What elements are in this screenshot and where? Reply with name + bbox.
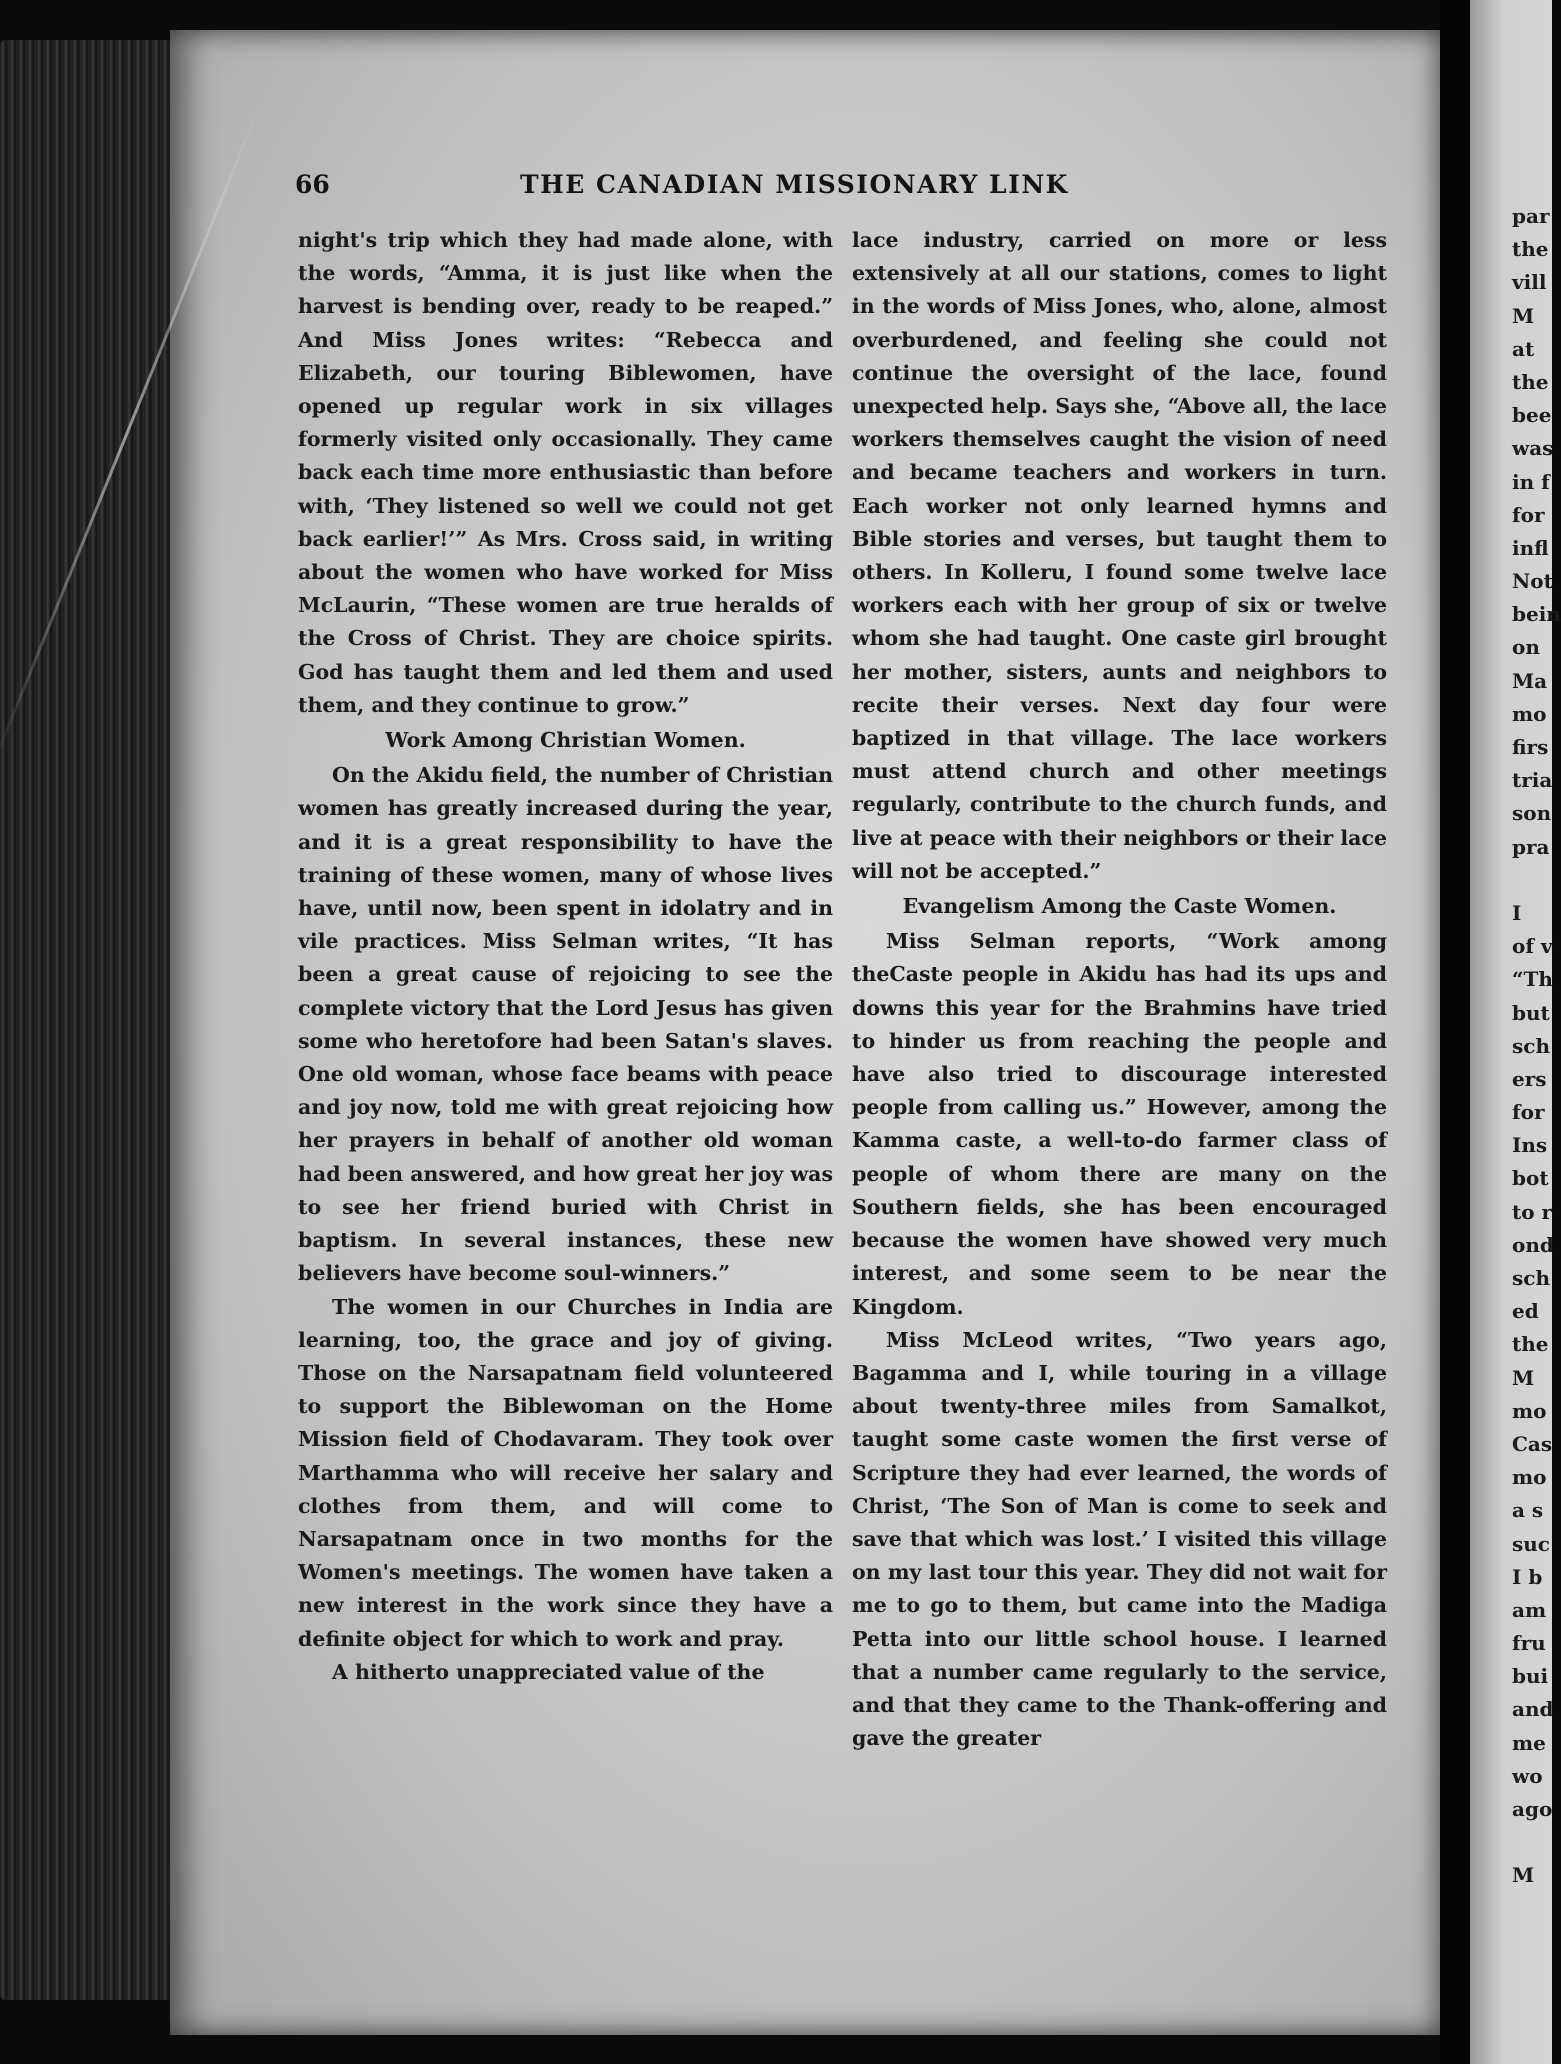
- facing-page-fragment: I b: [1512, 1564, 1543, 1589]
- facing-page-fragment: bot: [1512, 1166, 1549, 1191]
- facing-page-fragment: at: [1512, 336, 1535, 361]
- facing-page-fragment: pra: [1512, 834, 1550, 859]
- facing-page-fragment: the: [1512, 1332, 1549, 1357]
- book-spine: [0, 40, 175, 2000]
- facing-page-fragment: in f: [1512, 469, 1550, 494]
- facing-page-fragment: M: [1512, 1365, 1535, 1390]
- facing-page-fragment: of v: [1512, 934, 1553, 959]
- paragraph: Miss McLeod writes, “Two years ago, Bagamma and I, while touring in a village about twenty-three miles from Samalkot, taught some caste women the first verse of Scripture they had ever learned, the words of Christ, ‘The Son of Man is come to seek and save that which was lost.’ I visited this village on my last tour this year. They did not wait for me to go to them, but came into the Madiga Petta into our little school house. I learned that a number came regularly to the service, and that they came to the Thank-offering and gave the greater: [852, 1327, 1387, 1751]
- paragraph: night's trip which they had made alone, with the words, “Amma, it is just like when the harvest is bending over, ready to be reaped.” And Miss Jones writes: “Rebecca and Elizabeth, our touring Biblewomen, have opened up regular work in six villages formerly visited only occasionally. They came back each time more enthusiastic than before with, ‘They listened so well we could not get back earlier!’” As Mrs. Cross said, in writing about the women who have worked for Miss McLaurin, “These women are true heralds of the Cross of Christ. They are choice spirits. God has taught them and led them and used them, and they continue to grow.”: [298, 228, 833, 717]
- left-column: [298, 224, 833, 1689]
- paragraph: lace industry, carried on more or less extensively at all our stations, comes to light in the words of Miss Jones, who, alone, almost overburdened, and feeling she could not continue the oversight of the lace, found unexpected help. Says she, “Above all, the lace workers themselves caught the vision of need and became teachers and workers in turn. Each worker not only learned hymns and Bible stories and verses, but taught them to others. In Kolleru, I found some twelve lace workers each with her group of six or twelve whom she had taught. One caste girl brought her mother, sisters, aunts and neighbors to recite their verses. Next day four were baptized in that village. The lace workers must attend church and other meetings regularly, contribute to the church funds, and live at peace with their neighbors or their lace will not be accepted.”: [852, 228, 1387, 883]
- facing-page-fragment: to r: [1512, 1199, 1553, 1224]
- book-gutter: [1440, 0, 1470, 2064]
- facing-page-fragment: for: [1512, 1100, 1545, 1125]
- paragraph: The women in our Churches in India are learning, too, the grace and joy of giving. Those on the Narsapatnam field volunteered to support the Biblewoman on the Home Mission field of Chodavaram. They took over Marthamma who will receive her salary and clothes from them, and will come to Narsapatnam once in two months for the Women's meetings. The women have taken a new interest in the work since they have a definite object for which to work and pray.: [298, 1294, 833, 1651]
- section-heading: Work Among Christian Women.: [385, 728, 746, 753]
- facing-page-fragment: the: [1512, 369, 1549, 394]
- facing-page-fragment: Cas: [1512, 1431, 1553, 1456]
- facing-page-fragment: M: [1512, 1863, 1535, 1888]
- facing-page-fragment: I: [1512, 900, 1522, 925]
- journal-title: THE CANADIAN MISSIONARY LINK: [520, 170, 1069, 199]
- facing-page-fragment: ers: [1512, 1066, 1547, 1091]
- facing-page-fragment: M: [1512, 303, 1535, 328]
- facing-page-fragment: fru: [1512, 1631, 1546, 1656]
- facing-page-fragment: [1512, 1826, 1552, 1859]
- facing-page-fragment: a s: [1512, 1498, 1544, 1523]
- facing-page-fragment: par: [1512, 204, 1550, 228]
- facing-page-fragment: on: [1512, 635, 1540, 660]
- facing-page-fragment: Ins: [1512, 1133, 1548, 1158]
- facing-page-fragment: ago: [1512, 1797, 1553, 1821]
- facing-page-fragment: the: [1512, 237, 1549, 262]
- right-column: [852, 224, 1387, 1755]
- paragraph: A hitherto unappreciated value of the: [332, 1659, 765, 1684]
- facing-page-fragment: me: [1512, 1730, 1546, 1755]
- facing-page-fragment: sch: [1512, 1266, 1550, 1290]
- facing-page-fragment: bee: [1512, 403, 1552, 428]
- page-number: 66: [295, 170, 330, 199]
- facing-page-fragment: mo: [1512, 1465, 1547, 1490]
- facing-page-fragment: firs: [1512, 735, 1549, 759]
- facing-page-fragment: [1512, 864, 1552, 897]
- facing-page-fragment: mo: [1512, 1398, 1547, 1423]
- section-heading: Evangelism Among the Caste Women.: [902, 894, 1337, 919]
- facing-page-fragment: ed: [1512, 1299, 1539, 1324]
- facing-page-fragment: bui: [1512, 1664, 1549, 1689]
- facing-page-text-fragments: [1512, 200, 1561, 1893]
- facing-page-fragment: suc: [1512, 1531, 1550, 1556]
- facing-page-fragment: but: [1512, 1000, 1550, 1025]
- facing-page-fragment: tria: [1512, 768, 1553, 793]
- facing-page-fragment: for: [1512, 502, 1545, 527]
- paragraph: Miss Selman reports, “Work among theCaste people in Akidu has had its ups and downs this year for the Brahmins have tried to hinder us from reaching the people and have also tried to discourage interested people from calling us.” However, among the Kamma caste, a well-to-do farmer class of people of whom there are many on the Southern fields, she has been encouraged because the women have showed very much interest, and some seem to be near the Kingdom.: [852, 929, 1387, 1319]
- facing-page-fragment: vill: [1512, 270, 1547, 295]
- facing-page-fragment: Ma: [1512, 668, 1548, 693]
- facing-page-fragment: ond: [1512, 1232, 1554, 1257]
- facing-page-fragment: mo: [1512, 701, 1547, 726]
- facing-page-fragment: son: [1512, 801, 1552, 826]
- paragraph: On the Akidu field, the number of Christian women has greatly increased during the year, and it is a great responsibility to have the training of these women, many of whose lives have, until now, been spent in idolatry and in vile practices. Miss Selman writes, “It has been a great cause of rejoicing to see the complete victory that the Lord Jesus has given some who heretofore had been Satan's slaves. One old woman, whose face beams with peace and joy now, told me with great rejoicing how her prayers in behalf of another old woman had been answered, and how great her joy was to see her friend buried with Christ in baptism. In several instances, these new believers have become soul-winners.”: [298, 763, 833, 1286]
- facing-page-fragment: wo: [1512, 1763, 1543, 1788]
- facing-page-fragment: am: [1512, 1597, 1547, 1622]
- facing-page-fragment: infl: [1512, 535, 1549, 560]
- facing-page-fragment: and: [1512, 1697, 1554, 1722]
- facing-page-fragment: bein: [1512, 602, 1561, 627]
- facing-page-fragment: Not: [1512, 569, 1553, 594]
- facing-page-fragment: sch: [1512, 1033, 1550, 1058]
- facing-page-fragment: was: [1512, 436, 1554, 461]
- facing-page-fragment: “Th: [1512, 967, 1553, 992]
